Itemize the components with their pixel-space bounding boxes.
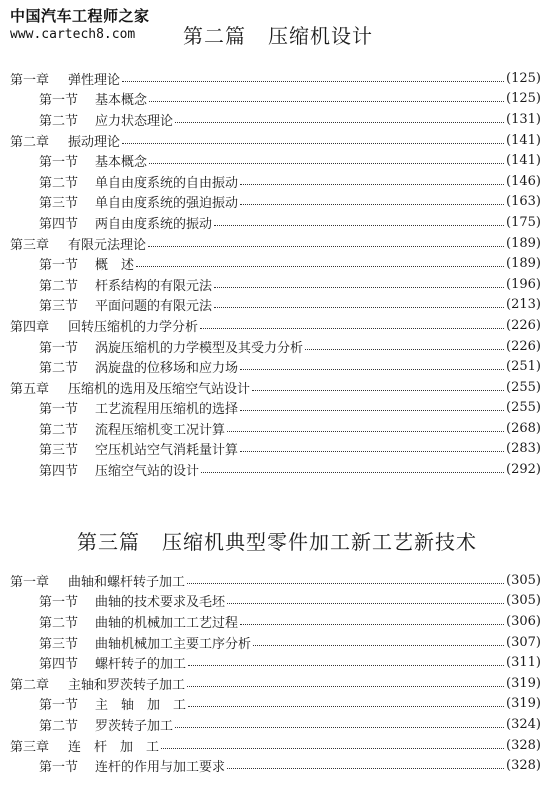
entry-page: (163): [506, 194, 541, 210]
toc-section-entry: [10, 459, 541, 480]
toc-chapter-entry: [10, 377, 541, 398]
entry-page: (189): [506, 256, 541, 272]
dot-leader: [240, 624, 504, 625]
entry-page: (131): [506, 111, 541, 127]
toc-chapter-entry: [10, 570, 541, 591]
dot-leader: [188, 706, 504, 707]
entry-page: (226): [506, 338, 541, 354]
entry-title: 主轴和罗茨转子加工: [68, 677, 186, 693]
entry-page: (319): [506, 696, 541, 712]
entry-number: 第二节: [39, 718, 79, 734]
toc-chapter-entry: [10, 315, 541, 336]
entry-page: (175): [506, 214, 541, 230]
entry-page: (146): [506, 173, 541, 189]
dot-leader: [252, 390, 504, 391]
dot-leader: [240, 369, 504, 370]
toc-chapter-entry: [10, 130, 541, 151]
toc-section-entry: [10, 714, 541, 735]
entry-number: 第四节: [39, 464, 79, 480]
entry-page: (196): [506, 276, 541, 292]
dot-leader: [240, 184, 504, 185]
dot-leader: [305, 349, 504, 350]
dot-leader: [227, 768, 504, 769]
entry-number: 第一节: [39, 698, 79, 714]
entry-title: 有限元法理论: [68, 237, 147, 253]
entry-title: 工艺流程用压缩机的选择: [95, 402, 239, 418]
entry-number: 第一节: [39, 155, 79, 171]
entry-page: (324): [506, 716, 541, 732]
entry-number: 第二节: [39, 113, 79, 129]
entry-title: 振动理论: [68, 134, 121, 150]
entry-page: (311): [506, 655, 541, 671]
entry-title: 弹性理论: [68, 72, 121, 88]
entry-page: (307): [506, 634, 541, 650]
entry-title: 杆系结构的有限元法: [95, 278, 213, 294]
entry-number: 第一节: [39, 258, 79, 274]
entry-page: (319): [506, 675, 541, 691]
dot-leader: [122, 143, 504, 144]
entry-number: 第三节: [39, 196, 79, 212]
entry-number: 第三节: [39, 636, 79, 652]
entry-number: 第一章: [10, 574, 50, 590]
dot-leader: [149, 101, 504, 102]
entry-number: 第三章: [10, 237, 50, 253]
entry-number: 第一节: [39, 595, 79, 611]
toc-section-entry: [10, 336, 541, 357]
toc-section-entry: [10, 439, 541, 460]
entry-page: (305): [506, 593, 541, 609]
entry-title: 两自由度系统的振动: [95, 216, 213, 232]
entry-page: (283): [506, 441, 541, 457]
dot-leader: [240, 410, 504, 411]
entry-title: 主 轴 加 工: [95, 698, 187, 714]
entry-title: 压缩空气站的设计: [95, 464, 200, 480]
part-name: 压缩机设计: [268, 24, 373, 48]
toc-section-entry: [10, 652, 541, 673]
entry-number: 第二章: [10, 677, 50, 693]
toc-section-entry: [10, 89, 541, 110]
entry-page: (305): [506, 572, 541, 588]
toc-section-entry: [10, 418, 541, 439]
entry-number: 第五章: [10, 381, 50, 397]
watermark-name: 中国汽车工程师之家: [10, 7, 150, 25]
entry-title: 罗茨转子加工: [95, 718, 174, 734]
dot-leader: [175, 122, 504, 123]
toc-chapter-entry: [10, 233, 541, 254]
entry-title: 连 杆 加 工: [68, 739, 160, 755]
dot-leader: [227, 603, 504, 604]
entry-number: 第二节: [39, 175, 79, 191]
entry-title: 回转压缩机的力学分析: [68, 319, 199, 335]
toc-chapter-entry: [10, 68, 541, 89]
dot-leader: [136, 266, 504, 267]
toc-section-entry: [10, 171, 541, 192]
entry-page: (141): [506, 132, 541, 148]
toc-list: [10, 68, 541, 480]
toc-section-entry: [10, 356, 541, 377]
dot-leader: [214, 225, 504, 226]
entry-title: 空压机站空气消耗量计算: [95, 443, 239, 459]
entry-title: 曲轴的机械加工工艺过程: [95, 615, 239, 631]
toc-section-entry: [10, 398, 541, 419]
entry-number: 第四节: [39, 216, 79, 232]
entry-title: 压缩机的选用及压缩空气站设计: [68, 381, 251, 397]
entry-number: 第一章: [10, 72, 50, 88]
watermark: [10, 6, 160, 44]
entry-title: 单自由度系统的自由振动: [95, 175, 239, 191]
dot-leader: [200, 328, 504, 329]
entry-title: 应力状态理论: [95, 113, 174, 129]
toc-section-entry: [10, 109, 541, 130]
entry-page: (268): [506, 420, 541, 436]
entry-number: 第二节: [39, 422, 79, 438]
entry-title: 基本概念: [95, 155, 148, 171]
entry-title: 曲轴机械加工主要工序分析: [95, 636, 252, 652]
dot-leader: [201, 472, 504, 473]
entry-number: 第四节: [39, 657, 79, 673]
dot-leader: [240, 204, 504, 205]
entry-page: (125): [506, 70, 541, 86]
toc-section-entry: [10, 274, 541, 295]
toc-list: [10, 570, 541, 776]
entry-number: 第一节: [39, 402, 79, 418]
entry-page: (226): [506, 317, 541, 333]
dot-leader: [214, 287, 504, 288]
entry-number: 第一节: [39, 340, 79, 356]
entry-page: (125): [506, 91, 541, 107]
entry-number: 第二章: [10, 134, 50, 150]
entry-title: 流程压缩机变工况计算: [95, 422, 226, 438]
toc-section-entry: [10, 253, 541, 274]
part-title: [183, 20, 373, 49]
entry-number: 第三节: [39, 299, 79, 315]
dot-leader: [187, 583, 504, 584]
part-number: 第三篇: [77, 530, 140, 554]
dot-leader: [188, 665, 504, 666]
dot-leader: [214, 307, 504, 308]
entry-number: 第三章: [10, 739, 50, 755]
entry-number: 第二节: [39, 278, 79, 294]
entry-number: 第二节: [39, 361, 79, 377]
toc-section-entry: [10, 295, 541, 316]
dot-leader: [161, 748, 504, 749]
dot-leader: [149, 163, 504, 164]
toc-section-entry: [10, 150, 541, 171]
entry-number: 第一节: [39, 760, 79, 776]
entry-page: (141): [506, 153, 541, 169]
entry-title: 曲轴的技术要求及毛坯: [95, 595, 226, 611]
entry-title: 平面问题的有限元法: [95, 299, 213, 315]
dot-leader: [148, 246, 504, 247]
entry-page: (306): [506, 613, 541, 629]
entry-number: 第二节: [39, 615, 79, 631]
toc-chapter-entry: [10, 673, 541, 694]
entry-page: (255): [506, 400, 541, 416]
toc-section-entry: [10, 611, 541, 632]
entry-title: 螺杆转子的加工: [95, 657, 187, 673]
part-name: 压缩机典型零件加工新工艺新技术: [162, 530, 477, 554]
entry-page: (328): [506, 758, 541, 774]
entry-page: (189): [506, 235, 541, 251]
watermark-url: www.cartech8.com: [10, 27, 136, 42]
toc-section-entry: [10, 591, 541, 612]
entry-title: 基本概念: [95, 93, 148, 109]
part-number: 第二篇: [183, 24, 246, 48]
entry-number: 第一节: [39, 93, 79, 109]
entry-title: 连杆的作用与加工要求: [95, 760, 226, 776]
toc-section-entry: [10, 212, 541, 233]
toc-section-entry: [10, 192, 541, 213]
entry-title: 涡旋压缩机的力学模型及其受力分析: [95, 340, 304, 356]
dot-leader: [227, 431, 504, 432]
entry-page: (213): [506, 297, 541, 313]
toc-section-entry: [10, 694, 541, 715]
toc-chapter-entry: [10, 735, 541, 756]
toc-section-entry: [10, 632, 541, 653]
entry-title: 概 述: [95, 258, 135, 274]
entry-page: (251): [506, 359, 541, 375]
toc-section-entry: [10, 755, 541, 776]
part-title: [77, 526, 477, 555]
dot-leader: [122, 81, 504, 82]
entry-number: 第三节: [39, 443, 79, 459]
entry-title: 涡旋盘的位移场和应力场: [95, 361, 239, 377]
dot-leader: [240, 451, 504, 452]
entry-page: (292): [506, 462, 541, 478]
entry-number: 第四章: [10, 319, 50, 335]
dot-leader: [175, 727, 504, 728]
dot-leader: [253, 645, 504, 646]
entry-page: (255): [506, 379, 541, 395]
entry-title: 曲轴和螺杆转子加工: [68, 574, 186, 590]
dot-leader: [187, 686, 504, 687]
entry-title: 单自由度系统的强迫振动: [95, 196, 239, 212]
entry-page: (328): [506, 737, 541, 753]
